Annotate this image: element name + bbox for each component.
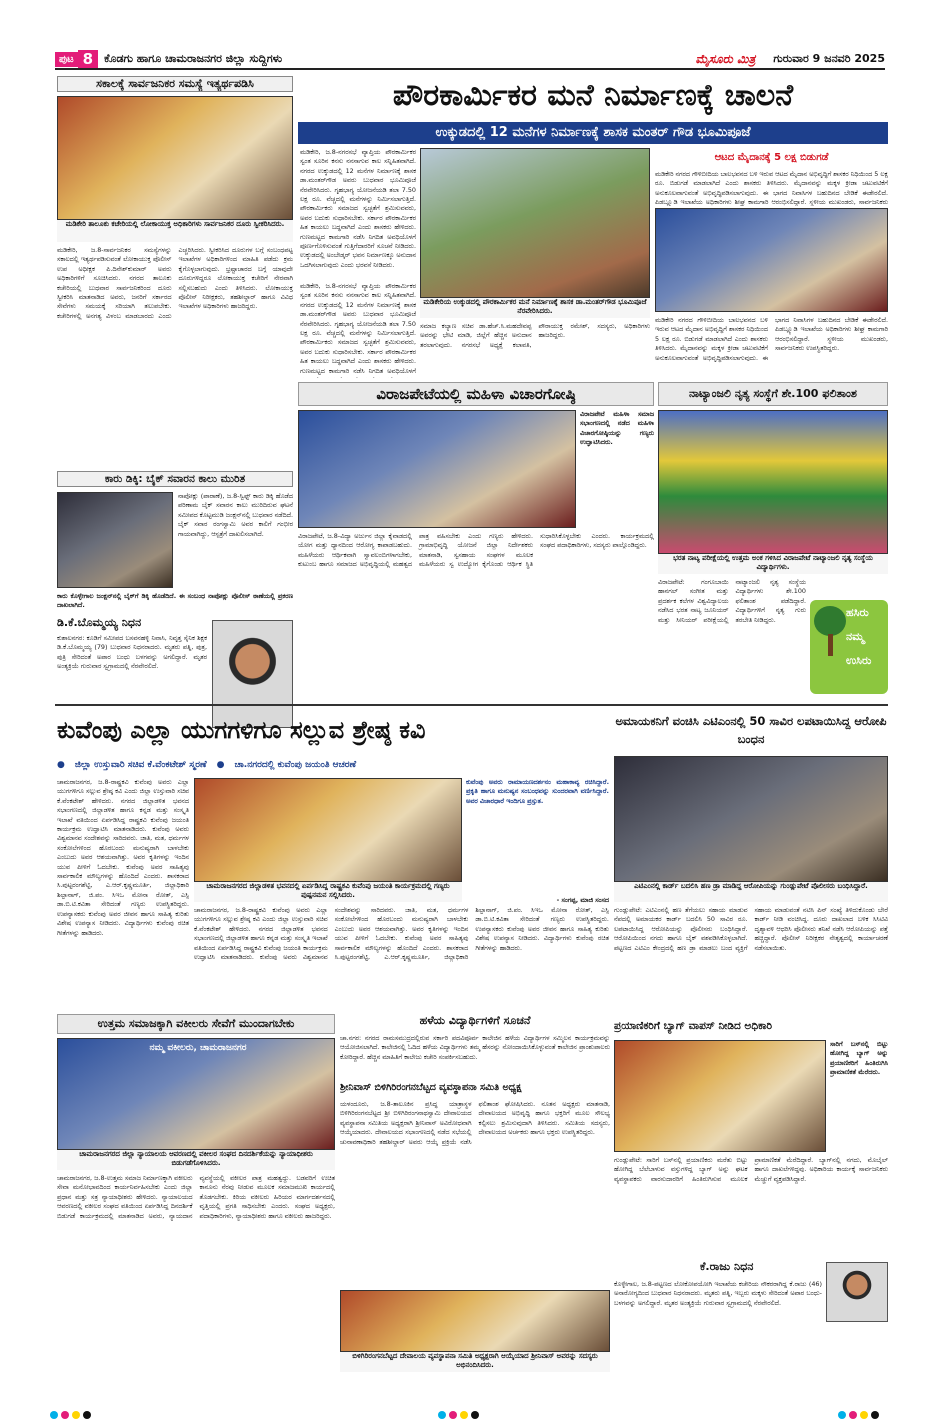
tree-logo	[810, 600, 888, 694]
lead2-sub1: ಜಿಲ್ಲಾ ಉಸ್ತುವಾರಿ ಸಚಿವ ಕೆ.ವೆಂಕಟೇಶ್ ಸ್ಮರಣೆ	[74, 760, 207, 770]
page-header	[55, 50, 885, 70]
yellow-dot	[460, 1411, 468, 1419]
story9-caption: ಎಟಿಎಂನಲ್ಲಿ ಕಾರ್ಡ್ ಬದಲಿಸಿ ಹಣ ಡ್ರಾ ಮಾಡಿದ್ದ ಆರೋಪಿಯನ್ನು ಗುಂಡ್ಲುಪೇಟೆ ಪೊಲೀಸರು ಬಂಧಿಸಿದ್ದಾರೆ.	[614, 882, 888, 902]
black-dot	[471, 1411, 479, 1419]
registration-marks-left	[50, 1404, 94, 1423]
lead-subhead: ಉಕ್ಕುಡದಲ್ಲಿ 12 ಮನೆಗಳ ನಿರ್ಮಾಣಕ್ಕೆ ಶಾಸಕ ಮಂತರ್ ಗೌಡ ಭೂಮಿಪೂಜೆ	[298, 122, 888, 144]
lead-photo	[420, 148, 650, 298]
story11-title: ಕೆ.ರಾಜು ನಿಧನ	[700, 1260, 754, 1273]
story2-body: ನಾಪೋಕ್ಲು (ಪಾರಾಣೆ), ಜ.8-ಸ್ವಿಫ್ಟ್ ಕಾರು ಡಿಕ್ಕಿ ಹೊಡೆದ ಪರಿಣಾಮ ಬೈಕ್ ಸವಾರನ ಕಾಲು ಮುರಿದಿರುವ ಘಟನೆ ಸಮೀಪದ ಕೊಟ್ಟಮುಡಿ ಜಂಕ್ಷನ್‌ನಲ್ಲಿ ಬುಧವಾರ ನಡೆದಿದೆ. ಬೈಕ್ ಸವಾರ ರಂಗಸ್ವಾಮಿ ಅವರ ಕಾಲಿಗೆ ಗಂಭೀರ ಗಾಯವಾಗಿದ್ದು, ಆಸ್ಪತ್ರೆಗೆ ದಾಖಲಿಸಲಾಗಿದೆ.	[178, 492, 293, 538]
lead2-body-a: ಚಾಮರಾಜನಗರ, ಜ.8-ರಾಷ್ಟ್ರಕವಿ ಕುವೆಂಪು ಅವರು ಎಲ್ಲಾ ಯುಗಗಳಿಗೂ ಸಲ್ಲುವ ಶ್ರೇಷ್ಠ ಕವಿ ಎಂದು ಜಿಲ್ಲಾ ಉಸ್ತುವಾರಿ ಸಚಿವ ಕೆ.ವೆಂಕಟೇಶ್ ಹೇಳಿದರು. ನಗರದ ಜಿಲ್ಲಾಡಳಿತ ಭವನದ ಸಭಾಂಗಣದಲ್ಲಿ ಜಿಲ್ಲಾಡಳಿತ ಹಾಗೂ ಕನ್ನಡ ಮತ್ತು ಸಂಸ್ಕೃತಿ ಇಲಾಖೆ ವತಿಯಿಂದ ಏರ್ಪಡಿಸಿದ್ದ ರಾಷ್ಟ್ರಕವಿ ಕುವೆಂಪು ಜಯಂತಿ ಕಾರ್ಯಕ್ರಮ ಉದ್ಘಾಟಿಸಿ ಮಾತನಾಡಿದರು. ಕುವೆಂಪು ಅವರು ವಿಶ್ವಮಾನವ ಸಂದೇಶವನ್ನು ಸಾರಿದವರು. ಜಾತಿ, ಮತ, ಧರ್ಮಗಳ ಸಂಕೋಲೆಗಳಿಂದ ಹೊರಬಂದು ಮನುಷ್ಯರಾಗಿ ಬಾಳಬೇಕು ಎಂಬುದು ಅವರ ಆಶಯವಾಗಿತ್ತು. ಅವರ ಕೃತಿಗಳನ್ನು ಇಂದಿನ ಯುವ ಪೀಳಿಗೆ ಓದಬೇಕು. ಕುವೆಂಪು ಅವರ ಸಾಹಿತ್ಯವು ಸಾರ್ವಕಾಲಿಕ ಮೌಲ್ಯಗಳನ್ನು ಹೊಂದಿದೆ ಎಂದರು. ಶಾಸಕರಾದ ಸಿ.ಪುಟ್ಟರಂಗಶೆಟ್ಟಿ, ಎ.ಆರ್.ಕೃಷ್ಣಮೂರ್ತಿ, ಜಿಲ್ಲಾಧಿಕಾರಿ ಶಿಲ್ಪಾನಾಗ್, ಜಿ.ಪಂ. ಸಿಇಒ ಮೋನಾ ರೋತ್, ಎಸ್ಪಿ ಡಾ.ಬಿ.ಟಿ.ಕವಿತಾ ಸೇರಿದಂತೆ ಗಣ್ಯರು ಉಪಸ್ಥಿತರಿದ್ದರು. ಉಪನ್ಯಾಸಕರು ಕುವೆಂಪು ಅವರ ಜೀವನ ಹಾಗೂ ಸಾಹಿತ್ಯ ಕುರಿತು ವಿಶೇಷ ಉಪನ್ಯಾಸ ನೀಡಿದರು. ವಿದ್ಯಾರ್ಥಿಗಳು ಕುವೆಂಪು ರಚಿತ ಗೀತೆಗಳನ್ನು ಹಾಡಿದರು.	[57, 778, 189, 937]
black-dot	[83, 1411, 91, 1419]
lead2-photo	[194, 778, 462, 882]
lead-side-body: ಮಡಿಕೇರಿ ನಗರದ ಗೌಳಿಬೀದಿಯ ಬಾಲಭವನದ ಬಳಿ ಇರುವ ಆಟದ ಮೈದಾನ ಅಭಿವೃದ್ಧಿಗೆ ಶಾಸಕರ ನಿಧಿಯಿಂದ 5 ಲಕ್ಷ ರೂ. ಬಿಡುಗಡೆ ಮಾಡಲಾಗಿದೆ ಎಂದು ಶಾಸಕರು ತಿಳಿಸಿದರು. ಮೈದಾನವನ್ನು ಮಕ್ಕಳ ಕ್ರೀಡಾ ಚಟುವಟಿಕೆಗೆ ಅನುಕೂಲವಾಗುವಂತೆ ಅಭಿವೃದ್ಧಿಪಡಿಸಲಾಗುವುದು. ಈ ಭಾಗದ ನಿವಾಸಿಗಳ ಬಹುದಿನದ ಬೇಡಿಕೆ ಈಡೇರಲಿದೆ. ಪಿಡಬ್ಲ್ಯೂಡಿ ಇಲಾಖೆಯ ಅಧಿಕಾರಿಗಳು ಶೀಘ್ರ ಕಾಮಗಾರಿ ಆರಂಭಿಸಲಿದ್ದಾರೆ. ಸ್ಥಳೀಯ ಮುಖಂಡರು, ಸಾರ್ವಜನಿಕರು	[655, 170, 888, 206]
lead-side-body-cont: ಮಡಿಕೇರಿ ನಗರದ ಗೌಳಿಬೀದಿಯ ಬಾಲಭವನದ ಬಳಿ ಇರುವ ಆಟದ ಮೈದಾನ ಅಭಿವೃದ್ಧಿಗೆ ಶಾಸಕರ ನಿಧಿಯಿಂದ 5 ಲಕ್ಷ ರೂ. ಬಿಡುಗಡೆ ಮಾಡಲಾಗಿದೆ ಎಂದು ಶಾಸಕರು ತಿಳಿಸಿದರು. ಮೈದಾನವನ್ನು ಮಕ್ಕಳ ಕ್ರೀಡಾ ಚಟುವಟಿಕೆಗೆ ಅನುಕೂಲವಾಗುವಂತೆ ಅಭಿವೃದ್ಧಿಪಡಿಸಲಾಗುವುದು. ಈ ಭಾಗದ ನಿವಾಸಿಗಳ ಬಹುದಿನದ ಬೇಡಿಕೆ ಈಡೇರಲಿದೆ. ಪಿಡಬ್ಲ್ಯೂಡಿ ಇಲಾಖೆಯ ಅಧಿಕಾರಿಗಳು ಶೀಘ್ರ ಕಾಮಗಾರಿ ಆರಂಭಿಸಲಿದ್ದಾರೆ. ಸ್ಥಳೀಯ ಮುಖಂಡರು, ಸಾರ್ವಜನಿಕರು ಉಪಸ್ಥಿತರಿದ್ದರು.	[655, 316, 888, 362]
story6-caption: ಚಾಮರಾಜನಗರದ ಜಿಲ್ಲಾ ನ್ಯಾಯಾಲಯ ಆವರಣದಲ್ಲಿ ವಕೀಲರ ಸಂಘದ ದಿನದರ್ಶಿಕೆಯನ್ನು ನ್ಯಾಯಾಧೀಶರು ಬಿಡುಗಡೆಗೊಳಿಸಿದರು.	[57, 1150, 335, 1170]
story2-caption: ಕಾರು ಕೊಳ್ಳೇಗಾಲ ಜಂಕ್ಷನ್‌ನಲ್ಲಿ ಬೈಕ್‌ಗೆ ಡಿಕ್ಕಿ ಹೊಡೆದಿದೆ. ಈ ಸಂಬಂಧ ನಾಪೋಕ್ಲು ಪೊಲೀಸ್ ಠಾಣೆಯಲ್ಲಿ ಪ್ರಕರಣ ದಾಖಲಾಗಿದೆ.	[57, 592, 293, 610]
tree-icon	[814, 606, 846, 636]
story10-photo	[614, 1040, 826, 1152]
logo-text-mid: ನಮ್ಮ	[846, 630, 865, 643]
yellow-dot	[860, 1411, 868, 1419]
obituary-portrait-2	[826, 1262, 888, 1322]
story4-photo	[298, 410, 576, 528]
lead-body-mid: ಸಮಾಜ ಕಲ್ಯಾಣ ಸಚಿವ ಡಾ.ಹೆಚ್.ಸಿ.ಮಹದೇವಪ್ಪ ಅವರನ್ನು ಭೇಟಿ ಮಾಡಿ, ಜಿಲ್ಲೆಗೆ ಹೆಚ್ಚಿನ ಅನುದಾನ ತರಲಾಗುವುದು. ನಗರಸಭೆ ಅಧ್ಯಕ್ಷೆ ಕಲಾವತಿ, ಪೌರಾಯುಕ್ತ ರಮೇಶ್, ಸದಸ್ಯರು, ಅಧಿಕಾರಿಗಳು ಹಾಜರಿದ್ದರು.	[420, 322, 650, 349]
story1-title: ಸಕಾಲಕ್ಕೆ ಸಾರ್ವಜನಿಕರ ಸಮಸ್ಯೆ ಇತ್ಯರ್ಥಪಡಿಸಿ	[57, 76, 293, 92]
story4-body: ವಿರಾಜಪೇಟೆ, ಜ.8-ವಿದ್ಯಾ ಅರ್ಜುನ ಜಿಲ್ಲಾ ಕೈವಾಡದಲ್ಲಿ ಯೋಗ ಮತ್ತು ಧ್ಯಾನದಿಂದ ಆರೋಗ್ಯ ಕಾಪಾಡಬಹುದು. ಮಹಿಳೆಯರು ಆರ್ಥಿಕವಾಗಿ ಸ್ವಾವಲಂಬಿಗಳಾಗಬೇಕು, ಕುಟುಂಬ ಹಾಗೂ ಸಮಾಜದ ಅಭಿವೃದ್ಧಿಯಲ್ಲಿ ಮಹತ್ವದ ಪಾತ್ರ ವಹಿಸಬೇಕು ಎಂದು ಗಣ್ಯರು ಹೇಳಿದರು. ಗ್ರಾಮಾಭಿವೃದ್ಧಿ ಯೋಜನೆ ಜಿಲ್ಲಾ ನಿರ್ದೇಶಕರು ಮಾತನಾಡಿ, ಸ್ವಸಹಾಯ ಸಂಘಗಳ ಮೂಲಕ ಮಹಿಳೆಯರು ಸ್ವ ಉದ್ಯೋಗ ಕೈಗೊಂಡು ಆರ್ಥಿಕ ಸ್ಥಿತಿ ಸುಧಾರಿಸಿಕೊಳ್ಳಬೇಕು ಎಂದರು. ಕಾರ್ಯಕ್ರಮದಲ್ಲಿ ಸಂಘದ ಪದಾಧಿಕಾರಿಗಳು, ಸದಸ್ಯರು ಪಾಲ್ಗೊಂಡಿದ್ದರು.	[298, 532, 654, 569]
story9-photo	[614, 756, 888, 882]
story4-caption: ವಿರಾಜಪೇಟೆ ಮಹಿಳಾ ಸಮಾಜ ಸಭಾಂಗಣದಲ್ಲಿ ನಡೆದ ಮಹಿಳಾ ವಿಚಾರಗೋಷ್ಠಿಯನ್ನು ಗಣ್ಯರು ಉದ್ಘಾಟಿಸಿದರು.	[580, 410, 654, 447]
story3-body: ಕುಶಾಲನಗರ: ಕೂಡಿಗೆ ಸಮೀಪದ ಬಸವನಹಳ್ಳಿ ನಿವಾಸಿ, ನಿವೃತ್ತ ಸೈನಿಕ ಶಿಕ್ಷಕ ಡಿ.ಕೆ.ಬೊಮ್ಮಯ್ಯ (79) ಬುಧವಾರ ನಿಧನರಾದರು. ಮೃತರು ಪತ್ನಿ, ಪುತ್ರ, ಪುತ್ರಿ ಸೇರಿದಂತೆ ಅಪಾರ ಬಂಧು ಬಳಗವನ್ನು ಅಗಲಿದ್ದಾರೆ. ಮೃತರ ಅಂತ್ಯಕ್ರಿಯೆ ಗುರುವಾರ ಸ್ವಗ್ರಾಮದಲ್ಲಿ ನೆರವೇರಲಿದೆ.	[57, 634, 207, 671]
bullet-icon: ●	[216, 760, 225, 770]
story2-photo	[57, 492, 173, 588]
story10-side-caption: ಸಾರಿಗೆ ಬಸ್‌ನಲ್ಲಿ ಬಿಟ್ಟು ಹೋಗಿದ್ದ ಬ್ಯಾಗ್ ಅನ್ನು ಪ್ರಯಾಣಿಕರಿಗೆ ಹಿಂತಿರುಗಿಸಿ ಪ್ರಾಮಾಣಿಕತೆ ಮೆರೆದರು.	[830, 1040, 888, 1077]
lead-side-photo	[655, 208, 888, 312]
lead-caption: ಮಡಿಕೇರಿಯ ಉಕ್ಕುಡದಲ್ಲಿ ಪೌರಕಾರ್ಮಿಕರ ಮನೆ ನಿರ್ಮಾಣಕ್ಕೆ ಶಾಸಕ ಡಾ.ಮಂತರ್‌ಗೌಡ ಭೂಮಿಪೂಜೆ ನೆರವೇರಿಸಿದರು.	[420, 298, 650, 318]
story1-caption: ಮಡಿಕೇರಿ ತಾಲೂಕು ಕಚೇರಿಯಲ್ಲಿ ಲೋಕಾಯುಕ್ತ ಅಧಿಕಾರಿಗಳು ಸಾರ್ವಜನಿಕರ ದೂರು ಸ್ವೀಕರಿಸಿದರು.	[57, 220, 293, 242]
tree-trunk	[828, 634, 833, 656]
magenta-dot	[61, 1411, 69, 1419]
lead2-caption: ಚಾಮರಾಜನಗರದ ಜಿಲ್ಲಾಡಳಿತ ಭವನದಲ್ಲಿ ಏರ್ಪಡಿಸಿದ್ದ ರಾಷ್ಟ್ರಕವಿ ಕುವೆಂಪು ಜಯಂತಿ ಕಾರ್ಯಕ್ರಮದಲ್ಲಿ ಗಣ್ಯರು ಪುಷ್ಪನಮನ ಸಲ್ಲಿಸಿದರು.	[194, 882, 462, 902]
story10-body: ಗುಂಡ್ಲುಪೇಟೆ: ಸಾರಿಗೆ ಬಸ್‌ನಲ್ಲಿ ಪ್ರಯಾಣಿಕರು ಮರೆತು ಬಿಟ್ಟು ಹೋಗಿದ್ದ ಬೆಲೆಬಾಳುವ ವಸ್ತುಗಳಿದ್ದ ಬ್ಯಾಗ್ ಅನ್ನು ಘಟಕ ವ್ಯವಸ್ಥಾಪಕರು ವಾರಸುದಾರರಿಗೆ ಹಿಂತಿರುಗಿಸುವ ಮೂಲಕ ಪ್ರಾಮಾಣಿಕತೆ ಮೆರೆದಿದ್ದಾರೆ. ಬ್ಯಾಗ್‌ನಲ್ಲಿ ನಗದು, ಮೊಬೈಲ್ ಹಾಗೂ ದಾಖಲೆಗಳಿದ್ದವು. ಅಧಿಕಾರಿಯ ಕಾರ್ಯಕ್ಕೆ ಸಾರ್ವಜನಿಕರು ಮೆಚ್ಚುಗೆ ವ್ಯಕ್ತಪಡಿಸಿದ್ದಾರೆ.	[614, 1156, 888, 1183]
lead2-body-b: ಚಾಮರಾಜನಗರ, ಜ.8-ರಾಷ್ಟ್ರಕವಿ ಕುವೆಂಪು ಅವರು ಎಲ್ಲಾ ಯುಗಗಳಿಗೂ ಸಲ್ಲುವ ಶ್ರೇಷ್ಠ ಕವಿ ಎಂದು ಜಿಲ್ಲಾ ಉಸ್ತುವಾರಿ ಸಚಿವ ಕೆ.ವೆಂಕಟೇಶ್ ಹೇಳಿದರು. ನಗರದ ಜಿಲ್ಲಾಡಳಿತ ಭವನದ ಸಭಾಂಗಣದಲ್ಲಿ ಜಿಲ್ಲಾಡಳಿತ ಹಾಗೂ ಕನ್ನಡ ಮತ್ತು ಸಂಸ್ಕೃತಿ ಇಲಾಖೆ ವತಿಯಿಂದ ಏರ್ಪಡಿಸಿದ್ದ ರಾಷ್ಟ್ರಕವಿ ಕುವೆಂಪು ಜಯಂತಿ ಕಾರ್ಯಕ್ರಮ ಉದ್ಘಾಟಿಸಿ ಮಾತನಾಡಿದರು. ಕುವೆಂಪು ಅವರು ವಿಶ್ವಮಾನವ ಸಂದೇಶವನ್ನು ಸಾರಿದವರು. ಜಾತಿ, ಮತ, ಧರ್ಮಗಳ ಸಂಕೋಲೆಗಳಿಂದ ಹೊರಬಂದು ಮನುಷ್ಯರಾಗಿ ಬಾಳಬೇಕು ಎಂಬುದು ಅವರ ಆಶಯವಾಗಿತ್ತು. ಅವರ ಕೃತಿಗಳನ್ನು ಇಂದಿನ ಯುವ ಪೀಳಿಗೆ ಓದಬೇಕು. ಕುವೆಂಪು ಅವರ ಸಾಹಿತ್ಯವು ಸಾರ್ವಕಾಲಿಕ ಮೌಲ್ಯಗಳನ್ನು ಹೊಂದಿದೆ ಎಂದರು. ಶಾಸಕರಾದ ಸಿ.ಪುಟ್ಟರಂಗಶೆಟ್ಟಿ, ಎ.ಆರ್.ಕೃಷ್ಣಮೂರ್ತಿ, ಜಿಲ್ಲಾಧಿಕಾರಿ ಶಿಲ್ಪಾನಾಗ್, ಜಿ.ಪಂ. ಸಿಇಒ ಮೋನಾ ರೋತ್, ಎಸ್ಪಿ ಡಾ.ಬಿ.ಟಿ.ಕವಿತಾ ಸೇರಿದಂತೆ ಗಣ್ಯರು ಉಪಸ್ಥಿತರಿದ್ದರು. ಉಪನ್ಯಾಸಕರು ಕುವೆಂಪು ಅವರ ಜೀವನ ಹಾಗೂ ಸಾಹಿತ್ಯ ಕುರಿತು ವಿಶೇಷ ಉಪನ್ಯಾಸ ನೀಡಿದರು. ವಿದ್ಯಾರ್ಥಿಗಳು ಕುವೆಂಪು ರಚಿತ ಗೀತೆಗಳನ್ನು ಹಾಡಿದರು.	[194, 906, 609, 962]
story5-body: ವಿರಾಜಪೇಟೆ: ಗಂಗೂಬಾಯಿ ಹಾನಗಲ್ ಸಂಗೀತ ಮತ್ತು ಪ್ರದರ್ಶಕ ಕಲೆಗಳ ವಿಶ್ವವಿದ್ಯಾಲಯ ನಡೆಸಿದ ಭರತ ನಾಟ್ಯ ಜೂನಿಯರ್ ಮತ್ತು ಸೀನಿಯರ್ ಪರೀಕ್ಷೆಯಲ್ಲಿ ನಾಟ್ಯಾಂಜಲಿ ನೃತ್ಯ ಸಂಸ್ಥೆಯ ವಿದ್ಯಾರ್ಥಿಗಳು ಶೇ.100 ಫಲಿತಾಂಶ ಪಡೆದಿದ್ದಾರೆ. ವಿದ್ಯಾರ್ಥಿಗಳಿಗೆ ನೃತ್ಯ ಗುರು ತರಬೇತಿ ನೀಡಿದ್ದರು.	[658, 578, 806, 624]
story5-caption: ಭರತ ನಾಟ್ಯ ಪರೀಕ್ಷೆಯಲ್ಲಿ ಉತ್ತಮ ಅಂಕ ಗಳಿಸಿದ ವಿರಾಜಪೇಟೆ ನಾಟ್ಯಾಂಜಲಿ ನೃತ್ಯ ಸಂಸ್ಥೆಯ ವಿದ್ಯಾರ್ಥಿಗಳು.	[658, 554, 888, 574]
story3-title: ಡಿ.ಕೆ.ಬೊಮ್ಮಯ್ಯ ನಿಧನ	[57, 616, 142, 629]
section-divider	[55, 704, 888, 706]
lead-headline: ಪೌರಕಾರ್ಮಿಕರ ಮನೆ ನಿರ್ಮಾಣಕ್ಕೆ ಚಾಲನೆ	[392, 78, 794, 113]
lead-body-left: ಮಡಿಕೇರಿ, ಜ.8-ನಗರಸಭೆ ವ್ಯಾಪ್ತಿಯ ಪೌರಕಾರ್ಮಿಕರ ಸ್ವಂತ ಸೂರಿನ ಕನಸು ನನಸಾಗುವ ಕಾಲ ಸನ್ನಿಹಿತವಾಗಿದೆ. ನಗರದ ಉಕ್ಕುಡದಲ್ಲಿ 12 ಮನೆಗಳ ನಿರ್ಮಾಣಕ್ಕೆ ಶಾಸಕ ಡಾ.ಮಂತರ್‌ಗೌಡ ಅವರು ಬುಧವಾರ ಭೂಮಿಪೂಜೆ ನೆರವೇರಿಸಿದರು. ಗೃಹಭಾಗ್ಯ ಯೋಜನೆಯಡಿ ತಲಾ 7.50 ಲಕ್ಷ ರೂ. ವೆಚ್ಚದಲ್ಲಿ ಮನೆಗಳನ್ನು ನಿರ್ಮಿಸಲಾಗುತ್ತಿದೆ. ಪೌರಕಾರ್ಮಿಕರು ಸಮಾಜದ ಸ್ವಚ್ಛತೆಗೆ ಶ್ರಮಿಸುವವರು, ಅವರ ಬದುಕು ಸುಧಾರಿಸಬೇಕು. ಸರ್ಕಾರ ಪೌರಕಾರ್ಮಿಕರ ಹಿತ ಕಾಯಲು ಬದ್ಧವಾಗಿದೆ ಎಂದು ಶಾಸಕರು ಹೇಳಿದರು. ಗುಣಮಟ್ಟದ ಕಾಮಗಾರಿ ನಡೆಸಿ ನಿಗದಿತ ಅವಧಿಯೊಳಗೆ ಪೂರ್ಣಗೊಳಿಸುವಂತೆ ಗುತ್ತಿಗೆದಾರರಿಗೆ ಸೂಚನೆ ನೀಡಿದರು. ಉಕ್ಕುಡದಲ್ಲಿ ಅಂಬೇಡ್ಕರ್ ಭವನ ನಿರ್ಮಾಣಕ್ಕೂ ಅನುದಾನ ಒದಗಿಸಲಾಗುವುದು ಎಂದು ಭರವಸೆ ನೀಡಿದರು.	[300, 148, 416, 269]
logo-text-bot: ಉಸಿರು	[846, 654, 872, 667]
lead2-quote-by: - ಸಂಗಪ್ಪ, ಮಾಜಿ ಸಂಸದ	[556, 896, 609, 904]
story5-title: ನಾಟ್ಯಾಂಜಲಿ ನೃತ್ಯ ಸಂಸ್ಥೆಗೆ ಶೇ.100 ಫಲಿತಾಂಶ	[658, 382, 888, 406]
page-label: ಪುಟ	[55, 52, 78, 67]
story6-banner: ನಮ್ಮ ವಕೀಲರು, ಚಾಮರಾಜನಗರ	[149, 1043, 247, 1053]
lead2-quote: ಕುವೆಂಪು ಅವರು ರಾಮಾಯಣದರ್ಶನಂ ಮಹಾಕಾವ್ಯ ರಚಿಸಿದ್ದಾರೆ. ಪ್ರಕೃತಿ ಹಾಗೂ ಮನುಷ್ಯನ ಸಂಬಂಧವನ್ನು ಸುಂದರವಾಗಿ ವರ್ಣಿಸಿದ್ದಾರೆ. ಅವರ ವಿಚಾರಧಾರೆ ಇಂದಿಗೂ ಪ್ರಸ್ತುತ.	[466, 778, 609, 805]
magenta-dot	[449, 1411, 457, 1419]
lead2-headline: ಕುವೆಂಪು ಎಲ್ಲಾ ಯುಗಗಳಿಗೂ ಸಲ್ಲುವ ಶ್ರೇಷ್ಠ ಕವಿ	[57, 716, 426, 744]
page-number: 8	[78, 50, 98, 68]
cyan-dot	[50, 1411, 58, 1419]
story6-title: ಉತ್ತಮ ಸಮಾಜಕ್ಕಾಗಿ ವಕೀಲರು ಸೇವೆಗೆ ಮುಂದಾಗಬೇಕು	[57, 1014, 335, 1034]
story1-photo	[57, 96, 293, 220]
story1-body: ಮಡಿಕೇರಿ, ಜ.8-ಸಾರ್ವಜನಿಕರ ಸಮಸ್ಯೆಗಳನ್ನು ಸಕಾಲದಲ್ಲಿ ಇತ್ಯರ್ಥಪಡಿಸುವಂತೆ ಲೋಕಾಯುಕ್ತ ಪೊಲೀಸ್ ಉಪ ಅಧೀಕ್ಷಕ ಪಿ.ದಿನೇಶ್‌ಕುಮಾರ್ ಅವರು ಅಧಿಕಾರಿಗಳಿಗೆ ಸೂಚಿಸಿದರು. ನಗರದ ತಾಲೂಕು ಕಚೇರಿಯಲ್ಲಿ ಬುಧವಾರ ಸಾರ್ವಜನಿಕರಿಂದ ದೂರು ಸ್ವೀಕರಿಸಿ ಮಾತನಾಡಿದ ಅವರು, ಜನರಿಗೆ ಸರ್ಕಾರದ ಸೇವೆಗಳು ಸಮಯಕ್ಕೆ ಸರಿಯಾಗಿ ತಲುಪಬೇಕು. ಕಚೇರಿಗಳಲ್ಲಿ ಅನಗತ್ಯ ವಿಳಂಬ ಮಾಡಬಾರದು ಎಂದು ಎಚ್ಚರಿಸಿದರು. ಸ್ವೀಕರಿಸಿದ ದೂರುಗಳ ಬಗ್ಗೆ ಸಂಬಂಧಪಟ್ಟ ಇಲಾಖೆಗಳ ಅಧಿಕಾರಿಗಳಿಂದ ಮಾಹಿತಿ ಪಡೆದು ಕ್ರಮ ಕೈಗೊಳ್ಳಲಾಗುವುದು. ಭ್ರಷ್ಟಾಚಾರದ ಬಗ್ಗೆ ಯಾವುದೇ ದೂರುಗಳಿದ್ದರೂ ಲೋಕಾಯುಕ್ತ ಕಚೇರಿಗೆ ನೇರವಾಗಿ ಸಲ್ಲಿಸಬಹುದು ಎಂದು ತಿಳಿಸಿದರು. ಲೋಕಾಯುಕ್ತ ಪೊಲೀಸ್ ನಿರೀಕ್ಷಕರು, ತಹಶೀಲ್ದಾರ್ ಹಾಗೂ ವಿವಿಧ ಇಲಾಖೆಗಳ ಅಧಿಕಾರಿಗಳು ಹಾಜರಿದ್ದರು.	[57, 246, 293, 320]
cyan-dot	[438, 1411, 446, 1419]
logo-text-top: ಹಸಿರು	[846, 606, 869, 619]
bullet-icon: ●	[57, 760, 65, 770]
story6-photo	[57, 1038, 335, 1150]
lead2-sub2: ಚಾ.ನಗರದಲ್ಲಿ ಕುವೆಂಪು ಜಯಂತಿ ಆಚರಣೆ	[234, 760, 357, 770]
lead-side-title: ಆಟದ ಮೈದಾನಕ್ಕೆ 5 ಲಕ್ಷ ಬಿಡುಗಡೆ	[714, 152, 829, 163]
story8-photo	[340, 1290, 610, 1352]
story6-body: ಚಾಮರಾಜನಗರ, ಜ.8-ಉತ್ತಮ ಸಮಾಜ ನಿರ್ಮಾಣಕ್ಕಾಗಿ ವಕೀಲರು ಸೇವಾ ಮನೋಭಾವದಿಂದ ಕಾರ್ಯನಿರ್ವಹಿಸಬೇಕು ಎಂದು ಜಿಲ್ಲಾ ಪ್ರಧಾನ ಮತ್ತು ಸತ್ರ ನ್ಯಾಯಾಧೀಶರು ಹೇಳಿದರು. ನ್ಯಾಯಾಲಯದ ಆವರಣದಲ್ಲಿ ವಕೀಲರ ಸಂಘದ ವತಿಯಿಂದ ಏರ್ಪಡಿಸಿದ್ದ ದಿನದರ್ಶಿಕೆ ಬಿಡುಗಡೆ ಕಾರ್ಯಕ್ರಮದಲ್ಲಿ ಮಾತನಾಡಿದ ಅವರು, ನ್ಯಾಯದಾನ ವ್ಯವಸ್ಥೆಯಲ್ಲಿ ವಕೀಲರ ಪಾತ್ರ ಮಹತ್ವದ್ದು. ಬಡವರಿಗೆ ಉಚಿತ ಕಾನೂನು ನೆರವು ನೀಡುವ ಮೂಲಕ ಸಮಾಜಮುಖಿ ಕಾರ್ಯದಲ್ಲಿ ತೊಡಗಬೇಕು. ಕಿರಿಯ ವಕೀಲರು ಹಿರಿಯರ ಮಾರ್ಗದರ್ಶನದಲ್ಲಿ ವೃತ್ತಿಯಲ್ಲಿ ಪ್ರಗತಿ ಸಾಧಿಸಬೇಕು ಎಂದರು. ಸಂಘದ ಅಧ್ಯಕ್ಷರು, ಪದಾಧಿಕಾರಿಗಳು, ನ್ಯಾಯಾಧೀಶರು ಹಾಗೂ ವಕೀಲರು ಹಾಜರಿದ್ದರು.	[57, 1174, 335, 1220]
story4-title: ವಿರಾಜಪೇಟೆಯಲ್ಲಿ ಮಹಿಳಾ ವಿಚಾರಗೋಷ್ಠಿ	[298, 382, 654, 406]
story7-title: ಹಳೆಯ ವಿದ್ಯಾರ್ಥಿಗಳಿಗೆ ಸೂಚನೆ	[419, 1014, 531, 1027]
black-dot	[871, 1411, 879, 1419]
story11-body: ಕೊಳ್ಳೇಗಾಲ, ಜ.8-ಪಟ್ಟಣದ ಲೋಕೋಪಯೋಗಿ ಇಲಾಖೆಯ ಕಚೇರಿಯ ನೌಕರರಾಗಿದ್ದ ಕೆ.ರಾಜು (46) ಅನಾರೋಗ್ಯದಿಂದ ಬುಧವಾರ ನಿಧನರಾದರು. ಮೃತರು ಪತ್ನಿ, ಇಬ್ಬರು ಮಕ್ಕಳು ಸೇರಿದಂತೆ ಅಪಾರ ಬಂಧು-ಬಳಗವನ್ನು ಅಗಲಿದ್ದಾರೆ. ಮೃತರ ಅಂತ್ಯಕ್ರಿಯೆ ಗುರುವಾರ ಸ್ವಗ್ರಾಮದಲ್ಲಿ ನೆರವೇರಲಿದೆ.	[614, 1280, 822, 1307]
yellow-dot	[72, 1411, 80, 1419]
registration-marks-center	[438, 1404, 482, 1423]
story8-body: ಯಳಂದೂರು, ಜ.8-ತಾಲೂಕಿನ ಪ್ರಸಿದ್ಧ ಯಾತ್ರಾಸ್ಥಳ ಬಿಳಿಗಿರಿರಂಗನಬೆಟ್ಟದ ಶ್ರೀ ಬಿಳಿಗಿರಿರಂಗನಾಥಸ್ವಾಮಿ ದೇವಾಲಯದ ವ್ಯವಸ್ಥಾಪನಾ ಸಮಿತಿಯ ಅಧ್ಯಕ್ಷರಾಗಿ ಶ್ರೀನಿವಾಸ್ ಅವಿರೋಧವಾಗಿ ಆಯ್ಕೆಯಾದರು. ದೇವಾಲಯದ ಸಭಾಂಗಣದಲ್ಲಿ ನಡೆದ ಸಭೆಯಲ್ಲಿ ಚುನಾವಣಾಧಿಕಾರಿ ತಹಶೀಲ್ದಾರ್ ಅವರು ಆಯ್ಕೆ ಪ್ರಕ್ರಿಯೆ ನಡೆಸಿ ಫಲಿತಾಂಶ ಘೋಷಿಸಿದರು. ನೂತನ ಅಧ್ಯಕ್ಷರು ಮಾತನಾಡಿ, ದೇವಾಲಯದ ಅಭಿವೃದ್ಧಿ ಹಾಗೂ ಭಕ್ತರಿಗೆ ಮೂಲ ಸೌಲಭ್ಯ ಕಲ್ಪಿಸಲು ಶ್ರಮಿಸುವುದಾಗಿ ತಿಳಿಸಿದರು. ಸಮಿತಿಯ ಸದಸ್ಯರು, ದೇವಾಲಯದ ಅರ್ಚಕರು ಹಾಗೂ ಭಕ್ತರು ಉಪಸ್ಥಿತರಿದ್ದರು.	[340, 1100, 610, 1146]
lead2-subheads	[57, 756, 609, 774]
story10-title: ಪ್ರಯಾಣಿಕರಿಗೆ ಬ್ಯಾಗ್ ವಾಪಸ್ ನೀಡಿದ ಅಧಿಕಾರಿ	[614, 1020, 773, 1032]
story2-title: ಕಾರು ಡಿಕ್ಕಿ: ಬೈಕ್ ಸವಾರನ ಕಾಲು ಮುರಿತ	[57, 471, 293, 487]
masthead: ಮೈಸೂರು ಮಿತ್ರ	[695, 51, 756, 66]
story7-body: ಚಾ.ನಗರ: ನಗರದ ರಾಮಸಮುದ್ರದಲ್ಲಿರುವ ಸರ್ಕಾರಿ ಪದವಿಪೂರ್ವ ಕಾಲೇಜಿನ ಹಳೆಯ ವಿದ್ಯಾರ್ಥಿಗಳ ಸಮ್ಮಿಲನ ಕಾರ್ಯಕ್ರಮವನ್ನು ಆಯೋಜಿಸಲಾಗಿದೆ. ಕಾಲೇಜಿನಲ್ಲಿ ಓದಿದ ಹಳೆಯ ವಿದ್ಯಾರ್ಥಿಗಳು ತಮ್ಮ ಹೆಸರನ್ನು ನೋಂದಾಯಿಸಿಕೊಳ್ಳುವಂತೆ ಕಾಲೇಜಿನ ಪ್ರಾಂಶುಪಾಲರು ಕೋರಿದ್ದಾರೆ. ಹೆಚ್ಚಿನ ಮಾಹಿತಿಗೆ ಕಾಲೇಜು ಕಚೇರಿ ಸಂಪರ್ಕಿಸಬಹುದು.	[340, 1034, 610, 1061]
story8-caption: ಬಿಳಿಗಿರಿರಂಗನಬೆಟ್ಟದ ದೇವಾಲಯ ವ್ಯವಸ್ಥಾಪನಾ ಸಮಿತಿ ಅಧ್ಯಕ್ಷರಾಗಿ ಆಯ್ಕೆಯಾದ ಶ್ರೀನಿವಾಸ್ ಅವರನ್ನು ಸದಸ್ಯರು ಅಭಿನಂದಿಸಿದರು.	[340, 1352, 610, 1372]
story5-photo	[658, 410, 888, 554]
section-title: ಕೊಡಗು ಹಾಗೂ ಚಾಮರಾಜನಗರ ಜಿಲ್ಲಾ ಸುದ್ದಿಗಳು	[104, 52, 283, 65]
story9-title: ಅಮಾಯಕನಿಗೆ ವಂಚಿಸಿ ಎಟಿಎಂನಲ್ಲಿ 50 ಸಾವಿರ ಲಪಟಾಯಿಸಿದ್ದ ಆರೋಪಿ ಬಂಧನ	[615, 714, 887, 746]
story9-body: ಗುಂಡ್ಲುಪೇಟೆ: ಎಟಿಎಂನಲ್ಲಿ ಹಣ ತೆಗೆಯಲು ಸಹಾಯ ಮಾಡುವ ನೆಪದಲ್ಲಿ ಅಮಾಯಕರ ಕಾರ್ಡ್ ಬದಲಿಸಿ 50 ಸಾವಿರ ರೂ. ಲಪಟಾಯಿಸಿದ್ದ ಆರೋಪಿಯನ್ನು ಪೊಲೀಸರು ಬಂಧಿಸಿದ್ದಾರೆ. ಆರೋಪಿಯಿಂದ ನಗದು ಹಾಗೂ ಬೈಕ್ ವಶಪಡಿಸಿಕೊಳ್ಳಲಾಗಿದೆ. ಪಟ್ಟಣದ ಎಟಿಎಂ ಕೇಂದ್ರದಲ್ಲಿ ಹಣ ಡ್ರಾ ಮಾಡಲು ಬಂದ ವ್ಯಕ್ತಿಗೆ ಸಹಾಯ ಮಾಡುವಂತೆ ನಟಿಸಿ ಪಿನ್ ಸಂಖ್ಯೆ ತಿಳಿದುಕೊಂಡು ಬೇರೆ ಕಾರ್ಡ್ ನೀಡಿ ವಂಚಿಸಿದ್ದ. ದೂರು ದಾಖಲಾದ ಬಳಿಕ ಸಿಸಿಟಿವಿ ದೃಶ್ಯಾವಳಿ ಆಧರಿಸಿ ಪೊಲೀಸರು ತನಿಖೆ ನಡೆಸಿ ಆರೋಪಿಯನ್ನು ಪತ್ತೆ ಹಚ್ಚಿದ್ದಾರೆ. ಪೊಲೀಸ್ ನಿರೀಕ್ಷಕರ ನೇತೃತ್ವದಲ್ಲಿ ಕಾರ್ಯಾಚರಣೆ ನಡೆಸಲಾಯಿತು.	[614, 906, 888, 952]
cyan-dot	[838, 1411, 846, 1419]
lead-body-left-cont: ಮಡಿಕೇರಿ, ಜ.8-ನಗರಸಭೆ ವ್ಯಾಪ್ತಿಯ ಪೌರಕಾರ್ಮಿಕರ ಸ್ವಂತ ಸೂರಿನ ಕನಸು ನನಸಾಗುವ ಕಾಲ ಸನ್ನಿಹಿತವಾಗಿದೆ. ನಗರದ ಉಕ್ಕುಡದಲ್ಲಿ 12 ಮನೆಗಳ ನಿರ್ಮಾಣಕ್ಕೆ ಶಾಸಕ ಡಾ.ಮಂತರ್‌ಗೌಡ ಅವರು ಬುಧವಾರ ಭೂಮಿಪೂಜೆ ನೆರವೇರಿಸಿದರು. ಗೃಹಭಾಗ್ಯ ಯೋಜನೆಯಡಿ ತಲಾ 7.50 ಲಕ್ಷ ರೂ. ವೆಚ್ಚದಲ್ಲಿ ಮನೆಗಳನ್ನು ನಿರ್ಮಿಸಲಾಗುತ್ತಿದೆ. ಪೌರಕಾರ್ಮಿಕರು ಸಮಾಜದ ಸ್ವಚ್ಛತೆಗೆ ಶ್ರಮಿಸುವವರು, ಅವರ ಬದುಕು ಸುಧಾರಿಸಬೇಕು. ಸರ್ಕಾರ ಪೌರಕಾರ್ಮಿಕರ ಹಿತ ಕಾಯಲು ಬದ್ಧವಾಗಿದೆ ಎಂದು ಶಾಸಕರು ಹೇಳಿದರು. ಗುಣಮಟ್ಟದ ಕಾಮಗಾರಿ ನಡೆಸಿ ನಿಗದಿತ ಅವಧಿಯೊಳಗೆ	[300, 282, 416, 375]
dateline: ಗುರುವಾರ 9 ಜನವರಿ 2025	[773, 52, 885, 65]
registration-marks-right	[838, 1404, 882, 1423]
story8-title: ಶ್ರೀನಿವಾಸ್ ಬಿಳಿಗಿರಿರಂಗನಬೆಟ್ಟದ ವ್ಯವಸ್ಥಾಪನಾ ಸಮಿತಿ ಅಧ್ಯಕ್ಷ	[340, 1082, 522, 1093]
magenta-dot	[849, 1411, 857, 1419]
